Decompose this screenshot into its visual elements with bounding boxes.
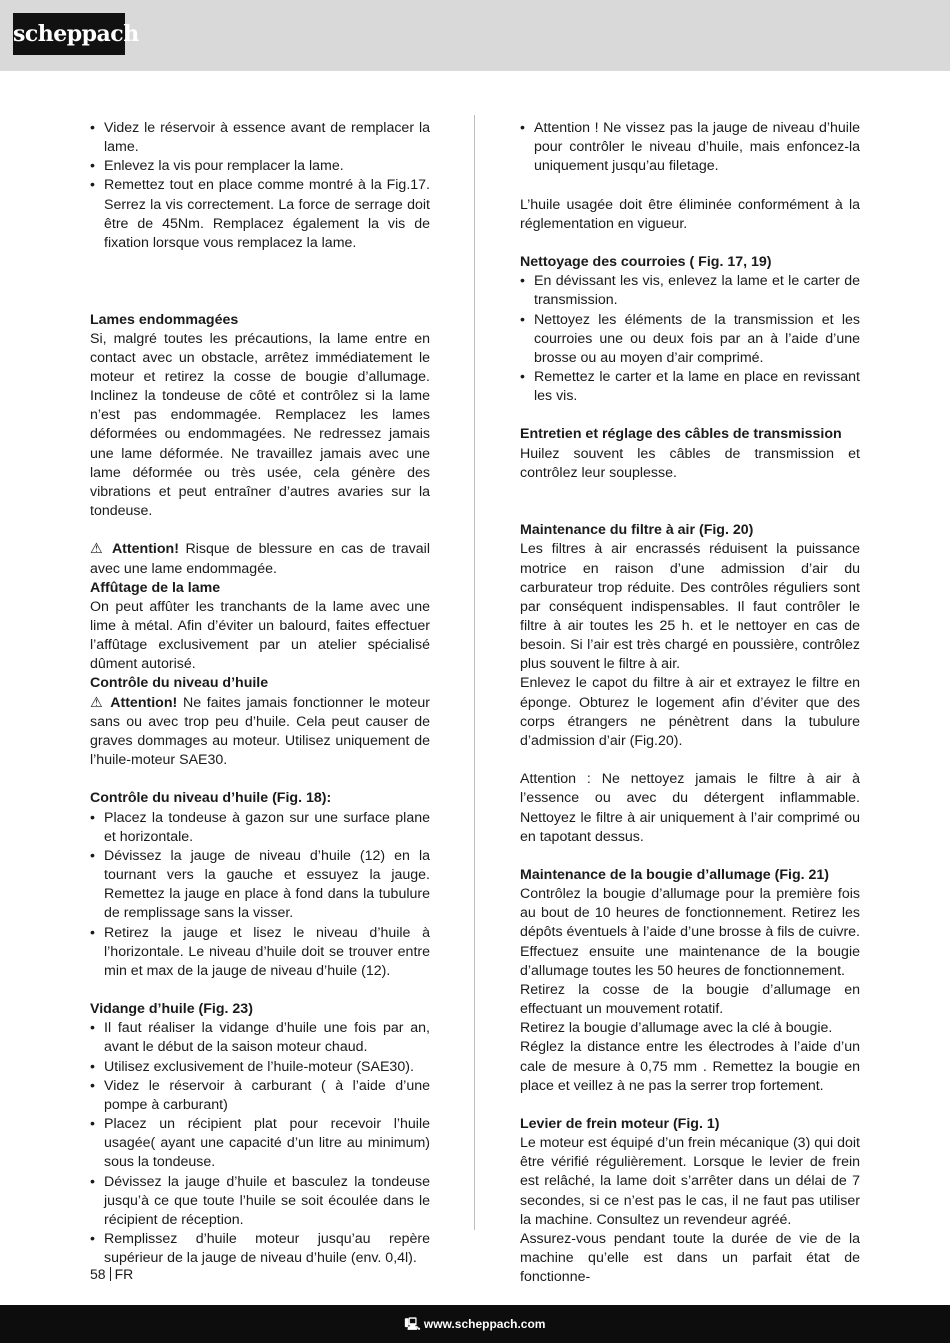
list-item: • Remplissez d’huile moteur jusqu’au repère supérieur de la jauge de niveau d’huile (env. 0,4l).	[90, 1230, 430, 1268]
list-item: • Videz le réservoir à carburant ( à l’aide d’une pompe à carburant)	[90, 1077, 430, 1115]
list-item: • Remettez tout en place comme montré à la Fig.17. Serrez la vis correctement. La force de serrage doit être de 45Nm. Remplacez également la vis de fixation lorsque vous remplacez la lame.	[90, 176, 430, 253]
website-link[interactable]: www.scheppach.com	[423, 1317, 546, 1331]
right-column	[520, 119, 860, 1287]
belts-list	[520, 272, 860, 406]
spark-plug-text-2: Retirez la cosse de la bougie d’allumage en effectuant un mouvement rotatif.	[520, 981, 860, 1018]
list-item: • Retirez la jauge et lisez le niveau d’huile à l’horizontale. Le niveau d’huile doit se trouver entre min et max de la jauge de niveau d’huile (12).	[90, 924, 430, 981]
oil-check-list	[90, 809, 430, 981]
list-item: • Dévissez la jauge de niveau d’huile (12) en la tournant vers la gauche et essuyez la jauge. Remettez la jauge en place à fond dans la tubulure de remplissage sans la visser.	[90, 847, 430, 924]
left-column	[90, 119, 430, 1268]
sharpening-text: On peut affûter les tranchants de la lame avec une lime à métal. Afin d’éviter un balourd, faites effectuer l’affûtage exclusivement par un atelier spécialisé dûment autorisé.	[90, 598, 430, 673]
section-title-damaged-blades: Lames endommagées	[90, 311, 239, 328]
air-filter-text: Les filtres à air encrassés réduisent la puissance motrice en raison d’une admission d’air du carburateur trop réduite. Des contrôles réguliers sont par conséquent indispensables. Il faut contrôler le filtre à air toutes les 25 h. et le nettoyer en cas de besoin. Si l’air est très chargé en poussière, contrôlez plus souvent le filtre à air.	[520, 541, 860, 673]
used-oil-text: L’huile usagée doit être éliminée conformément à la réglementation en vigueur.	[520, 196, 860, 232]
spark-plug-text-3: Retirez la bougie d’allumage avec la clé à bougie.	[520, 1020, 833, 1037]
column-divider	[474, 115, 475, 1230]
language-code: FR	[114, 1266, 134, 1282]
footer-separator	[110, 1267, 111, 1281]
brake-text-2: Assurez-vous pendant toute la durée de vie de la machine qu’elle est dans un parfait état de fonctionne-	[520, 1230, 860, 1286]
spark-plug-text-1: Contrôlez la bougie d’allumage pour la première fois au bout de 10 heures de fonctionnement. Retirez les dépôts éventuels à l’aide d’une brosse à fils de cuivre. Effectuez ensuite une maintenance de la bougie d’allumage toutes les 50 heures de fonctionnement.	[520, 886, 860, 979]
section-title-cables: Entretien et réglage des câbles de transmission	[520, 426, 842, 443]
air-filter-text-2: Enlevez le capot du filtre à air et extrayez le filtre en éponge. Obturez le logement afin d’éviter que des corps étrangers ne pénètrent dans la tubulure d’admission d’air (Fig.20).	[520, 675, 860, 749]
section-title-belts: Nettoyage des courroies ( Fig. 17, 19)	[520, 254, 772, 271]
warning-label: Attention!	[111, 541, 179, 558]
oil-change-list	[90, 1019, 430, 1268]
list-item: • Remettez le carter et la lame en place en revissant les vis.	[520, 368, 860, 406]
list-item: • En dévissant les vis, enlevez la lame et le carter de transmission.	[520, 272, 860, 310]
section-title-brake: Levier de frein moteur (Fig. 1)	[520, 1116, 720, 1133]
section-title-spark-plug: Maintenance de la bougie d’allumage (Fig. 21)	[520, 867, 830, 883]
list-item: • Placez un récipient plat pour recevoir l’huile usagée( ayant une capacité d’un litre au minimum) sous la tondeuse.	[90, 1115, 430, 1172]
warning-triangle-icon: ⚠	[90, 541, 106, 558]
damaged-blades-text: Si, malgré toutes les précautions, la lame entre en contact avec un obstacle, arrêtez immédiatement le moteur et retirez la cosse de bougie d’allumage. Inclinez la tondeuse de côté et contrôlez si la lame n’est pas endommagée. Remplacez les lames déformées ou endommagées. Ne redressez jamais une lame déformée. Ne travaillez jamais avec une lame déformée ou très usée, cela génère des vibrations et peut entraîner d’autres avaries sur la tondeuse.	[90, 330, 430, 520]
air-filter-warning: Attention : Ne nettoyez jamais le filtre à air à l’essence ou avec du détergent inflammable. Nettoyez le filtre à air uniquement à l’air comprimé ou en tapotant dessus.	[520, 771, 860, 845]
list-item: • Attention ! Ne vissez pas la jauge de niveau d’huile pour contrôler le niveau d’huile, mais enfoncez-la uniquement jusqu’au filetage.	[520, 119, 860, 176]
section-title-oil-level-fig18: Contrôle du niveau d’huile (Fig. 18):	[90, 790, 332, 807]
list-item: • Dévissez la jauge d’huile et basculez la tondeuse jusqu’à ce que toute l’huile se soit écoulée dans le récipient de réception.	[90, 1173, 430, 1230]
warning-label: Attention!	[110, 694, 178, 711]
section-title-sharpening: Affûtage de la lame	[90, 579, 221, 596]
page-number: 58	[90, 1266, 106, 1282]
scheppach-logo: scheppach	[13, 13, 125, 55]
section-title-oil-change: Vidange d’huile (Fig. 23)	[90, 1001, 253, 1018]
brake-text-1: Le moteur est équipé d’un frein mécanique (3) qui doit être vérifié régulièrement. Lorsque le levier de frein est relâché, la lame doit s’arrêter dans un délai de 7 secondes, si ce n’est pas le cas, il ne faut pas utiliser la machine. Consultez un revendeur agréé.	[520, 1135, 860, 1228]
warning-text: Ne faites jamais fonctionner le moteur sans ou avec trop peu d’huile. Cela peut causer de graves dommages au moteur. Utilisez uniquement de l’huile-moteur SAE30.	[90, 694, 430, 769]
attention-list	[520, 119, 860, 176]
list-item: • Enlevez la vis pour remplacer la lame.	[90, 157, 430, 176]
page-footer	[90, 1265, 133, 1283]
warning-oil	[90, 694, 430, 771]
spark-plug-text-4: Réglez la distance entre les électrodes à l’aide d’un cale de mesure à 0,75 mm . Remettez la bougie en place et veillez à ne pas la serrer trop fortement.	[520, 1039, 860, 1094]
list-item: • Il faut réaliser la vidange d’huile une fois par an, avant le début de la saison moteur chaud.	[90, 1019, 430, 1057]
monitor-icon: 🖳	[404, 1317, 421, 1331]
cables-text: Huilez souvent les câbles de transmission et contrôlez leur souplesse.	[520, 445, 860, 481]
intro-list	[90, 119, 430, 253]
page-header	[0, 0, 950, 71]
list-item: • Videz le réservoir à essence avant de remplacer la lame.	[90, 119, 430, 157]
website-bar	[0, 1305, 950, 1343]
section-title-oil-level: Contrôle du niveau d’huile	[90, 675, 269, 692]
warning-triangle-icon: ⚠	[90, 694, 105, 711]
section-title-air-filter: Maintenance du filtre à air (Fig. 20)	[520, 522, 754, 539]
list-item: • Utilisez exclusivement de l’huile-moteur (SAE30).	[90, 1058, 430, 1077]
warning-text: Risque de blessure en cas de travail avec une lame endommagée.	[90, 541, 430, 577]
list-item: • Placez la tondeuse à gazon sur une surface plane et horizontale.	[90, 809, 430, 847]
list-item: • Nettoyez les éléments de la transmission et les courroies une ou deux fois par an à l’aide d’une brosse ou au moyen d’air comprimé.	[520, 311, 860, 368]
warning-damaged-blade	[90, 540, 430, 578]
